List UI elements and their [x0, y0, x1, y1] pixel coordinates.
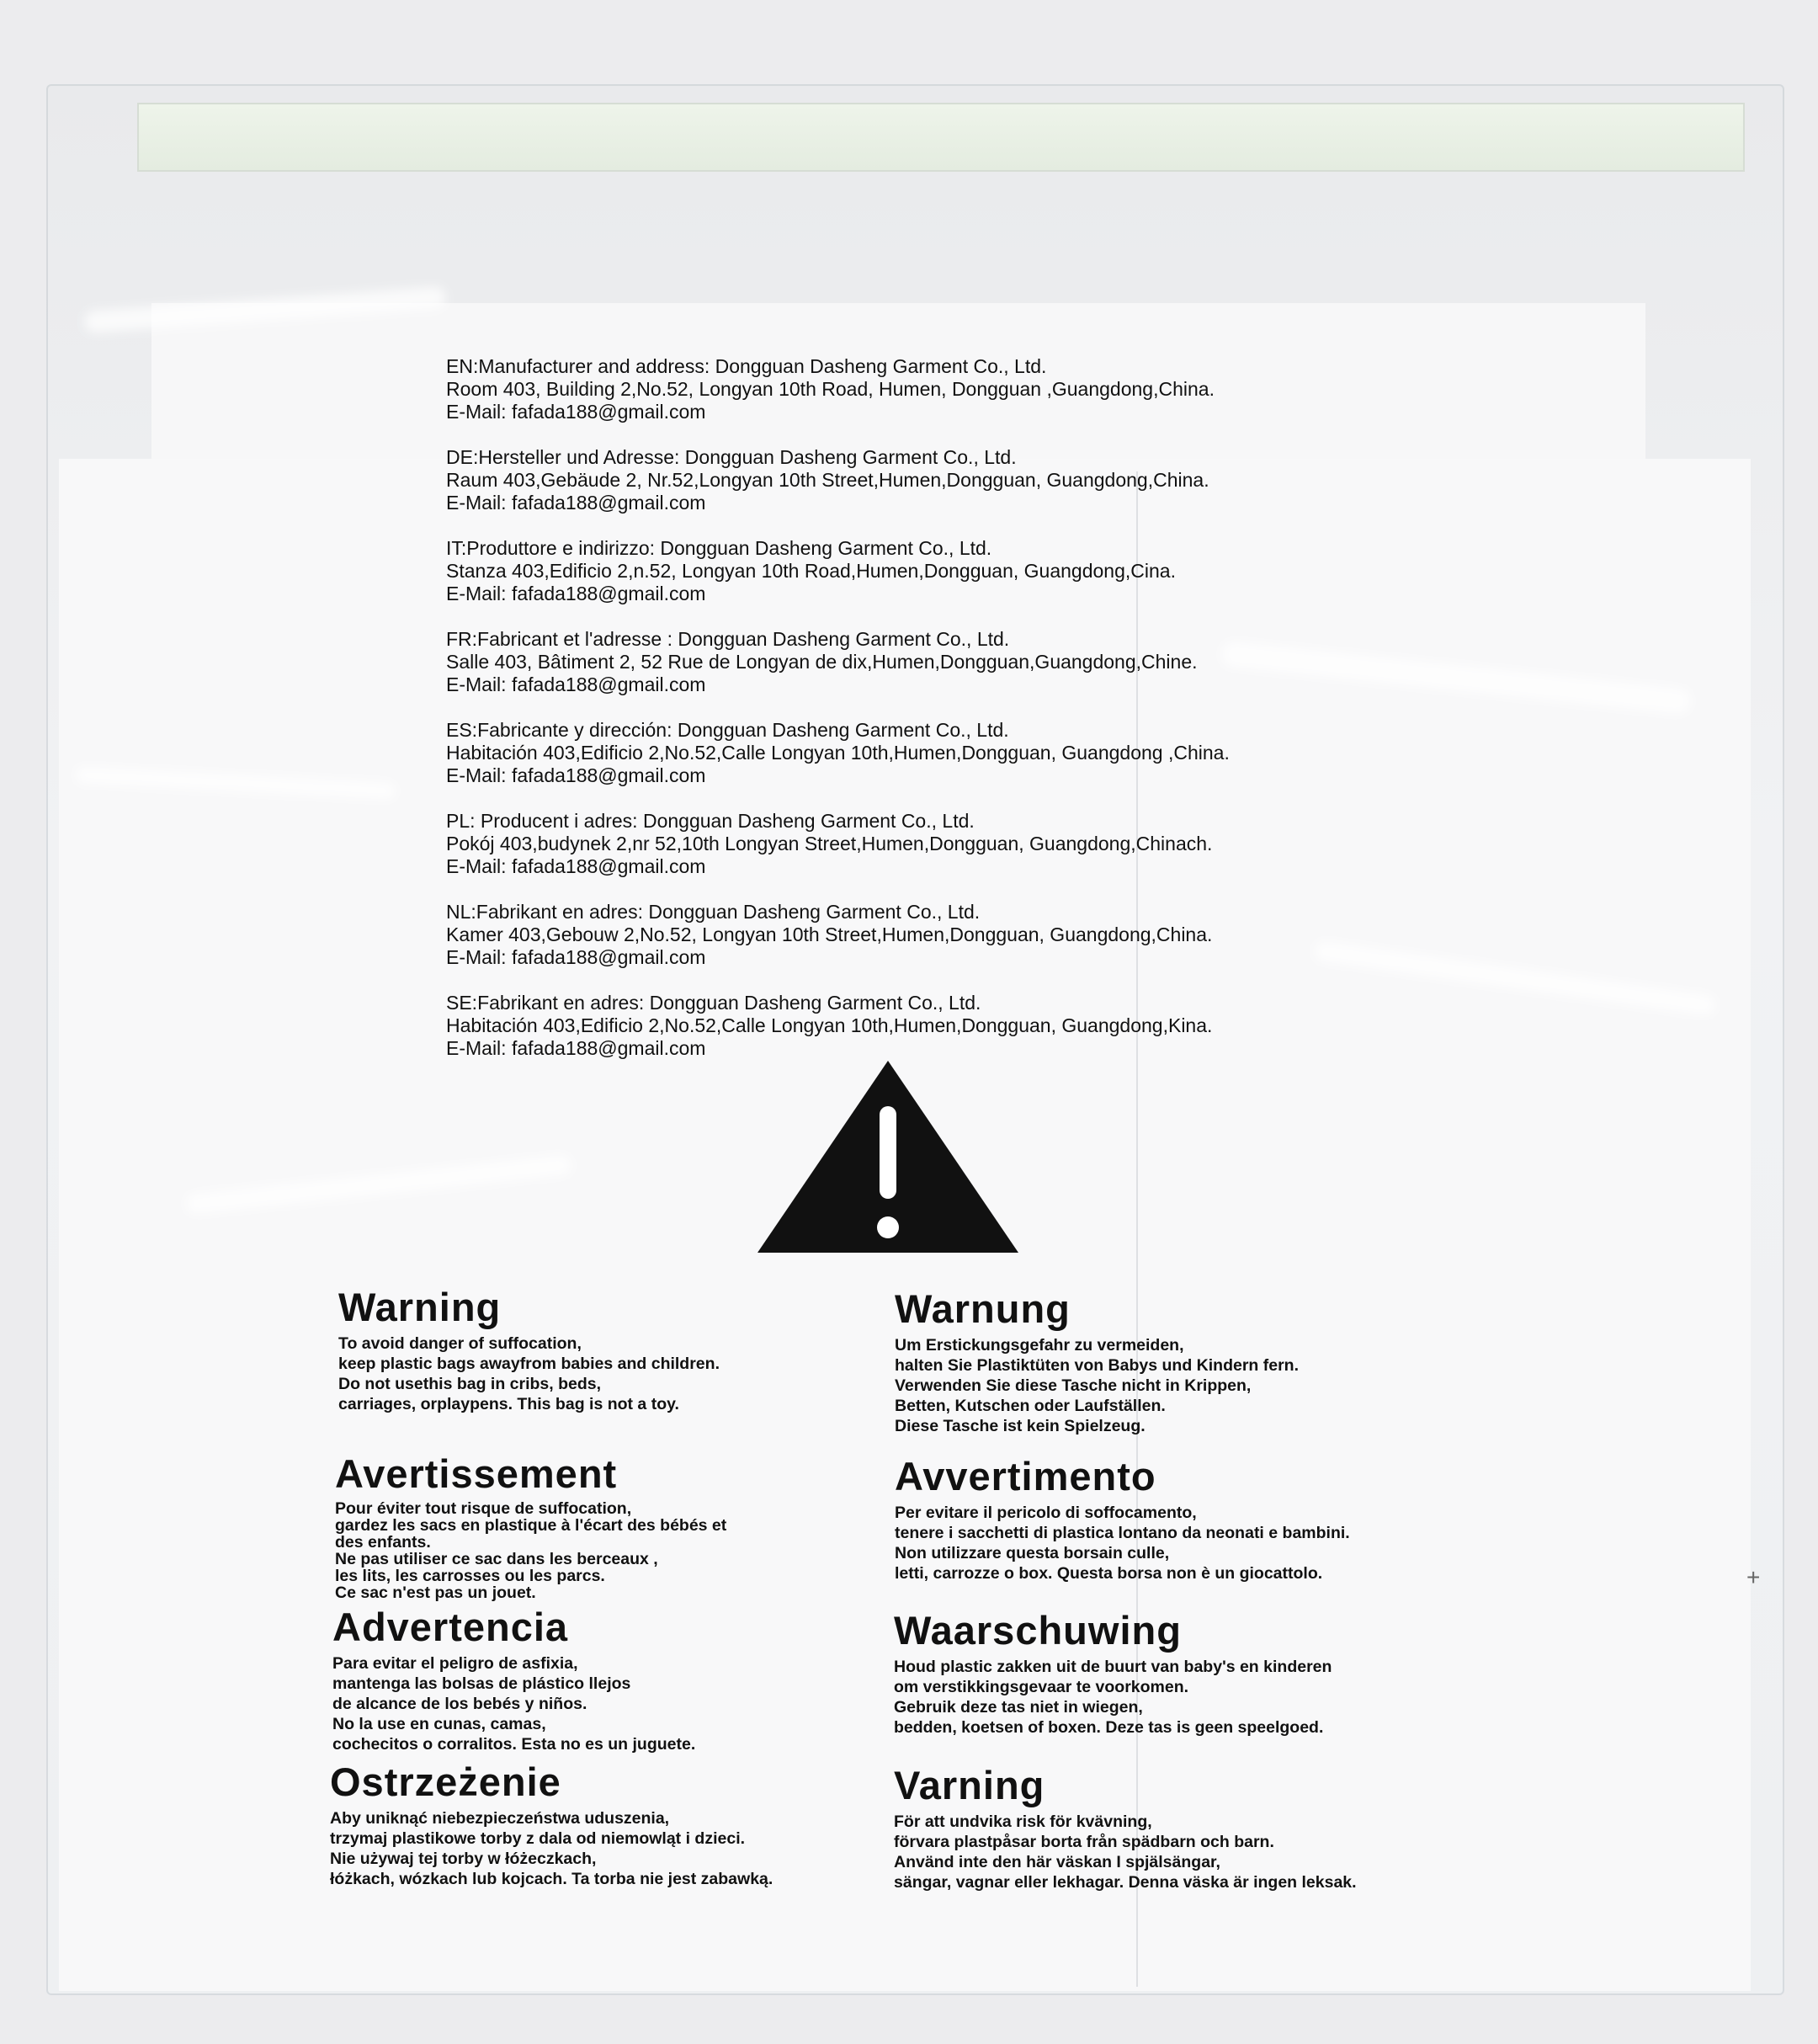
warning-line: om verstikkingsgevaar te voorkomen.	[894, 1678, 1189, 1696]
warning-line: Um Erstickungsgefahr zu vermeiden,	[895, 1336, 1184, 1355]
warning-se-title: Varning	[894, 1763, 1045, 1807]
warning-line: mantenga las bolsas de plástico llejos	[332, 1674, 631, 1693]
warning-line: Ne pas utiliser ce sac dans les berceaux ,	[335, 1550, 658, 1568]
manufacturer-line: PL: Producent i adres: Dongguan Dasheng Garment Co., Ltd.	[446, 810, 975, 832]
warning-es-title: Advertencia	[332, 1605, 569, 1649]
warning-line: keep plastic bags awayfrom babies and children.	[338, 1355, 720, 1373]
warning-triangle-icon	[756, 1059, 1021, 1254]
manufacturer-line: DE:Hersteller und Adresse: Dongguan Dasheng Garment Co., Ltd.	[446, 446, 1017, 468]
warning-nl-title: Waarschuwing	[894, 1608, 1182, 1653]
manufacturer-line: NL:Fabrikant en adres: Dongguan Dasheng Garment Co., Ltd.	[446, 901, 981, 923]
manufacturer-block	[446, 355, 1414, 423]
manufacturer-block	[446, 992, 1414, 1060]
warning-line: Verwenden Sie diese Tasche nicht in Krippen,	[895, 1376, 1252, 1395]
warning-de-text	[895, 1335, 1299, 1436]
manufacturer-block	[446, 537, 1414, 605]
warning-line: tenere i sacchetti di plastica lontano da neonati e bambini.	[895, 1524, 1350, 1542]
warning-es	[332, 1605, 695, 1754]
warning-es-text	[332, 1653, 695, 1754]
manufacturer-line: E-Mail: fafada188@gmail.com	[446, 492, 706, 514]
warning-se	[894, 1763, 1357, 1892]
warning-line: halten Sie Plastiktüten von Babys und Kindern fern.	[895, 1356, 1299, 1375]
warning-pl-text	[330, 1808, 773, 1889]
warning-line: des enfants.	[335, 1533, 431, 1552]
manufacturer-line: E-Mail: fafada188@gmail.com	[446, 764, 706, 786]
warning-line: łóżkach, wózkach lub kojcach. Ta torba nie jest zabawką.	[330, 1870, 773, 1888]
manufacturer-line: E-Mail: fafada188@gmail.com	[446, 1037, 706, 1059]
warning-line: Ce sac n'est pas un jouet.	[335, 1584, 536, 1602]
warning-it-title: Avvertimento	[895, 1454, 1156, 1498]
manufacturer-info	[446, 355, 1414, 1083]
warning-pl	[330, 1759, 773, 1889]
manufacturer-line: Habitación 403,Edificio 2,No.52,Calle Longyan 10th,Humen,Dongguan, Guangdong,Kina.	[446, 1014, 1213, 1036]
warning-de	[895, 1286, 1299, 1436]
adhesive-seal-strip	[137, 103, 1745, 172]
warning-line: gardez les sacs en plastique à l'écart des bébés et	[335, 1516, 727, 1535]
warning-fr-text	[335, 1500, 726, 1601]
warning-line: Pour éviter tout risque de suffocation,	[335, 1499, 632, 1518]
manufacturer-line: Pokój 403,budynek 2,nr 52,10th Longyan Street,Humen,Dongguan, Guangdong,Chinach.	[446, 833, 1213, 854]
manufacturer-line: SE:Fabrikant en adres: Dongguan Dasheng Garment Co., Ltd.	[446, 992, 981, 1014]
manufacturer-line: Salle 403, Bâtiment 2, 52 Rue de Longyan de dix,Humen,Dongguan,Guangdong,Chine.	[446, 651, 1198, 673]
warning-line: letti, carrozze o box. Questa borsa non è un giocattolo.	[895, 1564, 1323, 1583]
warning-line: Do not usethis bag in cribs, beds,	[338, 1375, 602, 1393]
warning-line: förvara plastpåsar borta från spädbarn och barn.	[894, 1833, 1274, 1851]
manufacturer-block	[446, 446, 1414, 514]
warning-line: Nie używaj tej torby w łóżeczkach,	[330, 1850, 597, 1868]
manufacturer-block	[446, 719, 1414, 787]
warning-en	[338, 1285, 720, 1414]
warning-line: trzymaj plastikowe torby z dala od niemowląt i dzieci.	[330, 1829, 746, 1848]
warning-fr-title: Avertissement	[335, 1451, 618, 1496]
warning-it-text	[895, 1503, 1350, 1584]
warning-line: bedden, koetsen of boxen. Deze tas is geen speelgoed.	[894, 1718, 1324, 1737]
warning-fr	[335, 1451, 726, 1601]
manufacturer-block	[446, 901, 1414, 969]
manufacturer-line: Habitación 403,Edificio 2,No.52,Calle Longyan 10th,Humen,Dongguan, Guangdong ,China.	[446, 742, 1230, 764]
manufacturer-line: E-Mail: fafada188@gmail.com	[446, 401, 706, 423]
warning-line: Betten, Kutschen oder Laufställen.	[895, 1397, 1166, 1415]
warning-line: les lits, les carrosses ou les parcs.	[335, 1567, 605, 1585]
warning-se-text	[894, 1812, 1357, 1892]
manufacturer-line: E-Mail: fafada188@gmail.com	[446, 946, 706, 968]
manufacturer-line: IT:Produttore e indirizzo: Dongguan Dasheng Garment Co., Ltd.	[446, 537, 992, 559]
warning-line: de alcance de los bebés y niños.	[332, 1695, 587, 1713]
warning-line: Diese Tasche ist kein Spielzeug.	[895, 1417, 1146, 1435]
warning-line: cochecitos o corralitos. Esta no es un juguete.	[332, 1735, 696, 1754]
warning-line: Per evitare il pericolo di soffocamento,	[895, 1504, 1197, 1522]
manufacturer-line: Room 403, Building 2,No.52, Longyan 10th Road, Humen, Dongguan ,Guangdong,China.	[446, 378, 1215, 400]
warning-line: No la use en cunas, camas,	[332, 1715, 546, 1733]
manufacturer-line: Kamer 403,Gebouw 2,No.52, Longyan 10th Street,Humen,Dongguan, Guangdong,China.	[446, 924, 1213, 945]
manufacturer-line: Raum 403,Gebäude 2, Nr.52,Longyan 10th Street,Humen,Dongguan, Guangdong,China.	[446, 469, 1209, 491]
warning-line: Para evitar el peligro de asfixia,	[332, 1654, 578, 1673]
warning-line: Gebruik deze tas niet in wiegen,	[894, 1698, 1143, 1717]
warning-line: Houd plastic zakken uit de buurt van baby's en kinderen	[894, 1658, 1332, 1676]
warning-line: Aby uniknąć niebezpieczeństwa uduszenia,	[330, 1809, 670, 1828]
warning-en-text	[338, 1333, 720, 1414]
manufacturer-line: E-Mail: fafada188@gmail.com	[446, 673, 706, 695]
warning-nl-text	[894, 1657, 1332, 1738]
warning-line: Non utilizzare questa borsain culle,	[895, 1544, 1170, 1562]
manufacturer-line: FR:Fabricant et l'adresse : Dongguan Dasheng Garment Co., Ltd.	[446, 628, 1010, 650]
warning-pl-title: Ostrzeżenie	[330, 1759, 561, 1804]
warning-de-title: Warnung	[895, 1286, 1071, 1331]
warning-line: To avoid danger of suffocation,	[338, 1334, 582, 1353]
manufacturer-line: ES:Fabricante y dirección: Dongguan Dasheng Garment Co., Ltd.	[446, 719, 1009, 741]
manufacturer-block	[446, 628, 1414, 696]
manufacturer-line: EN:Manufacturer and address: Dongguan Dasheng Garment Co., Ltd.	[446, 355, 1047, 377]
manufacturer-block	[446, 810, 1414, 878]
warning-line: sängar, vagnar eller lekhagar. Denna väska är ingen leksak.	[894, 1873, 1357, 1892]
manufacturer-line: Stanza 403,Edificio 2,n.52, Longyan 10th Road,Humen,Dongguan, Guangdong,Cina.	[446, 560, 1176, 582]
warning-it	[895, 1454, 1350, 1584]
warning-en-title: Warning	[338, 1285, 502, 1329]
manufacturer-line: E-Mail: fafada188@gmail.com	[446, 583, 706, 604]
crosshair-mark: +	[1746, 1564, 1761, 1590]
warning-line: För att undvika risk för kvävning,	[894, 1812, 1152, 1831]
warning-nl	[894, 1608, 1332, 1738]
warning-line: Använd inte den här väskan I spjälsängar,	[894, 1853, 1220, 1871]
manufacturer-line: E-Mail: fafada188@gmail.com	[446, 855, 706, 877]
warning-line: carriages, orplaypens. This bag is not a toy.	[338, 1395, 679, 1413]
